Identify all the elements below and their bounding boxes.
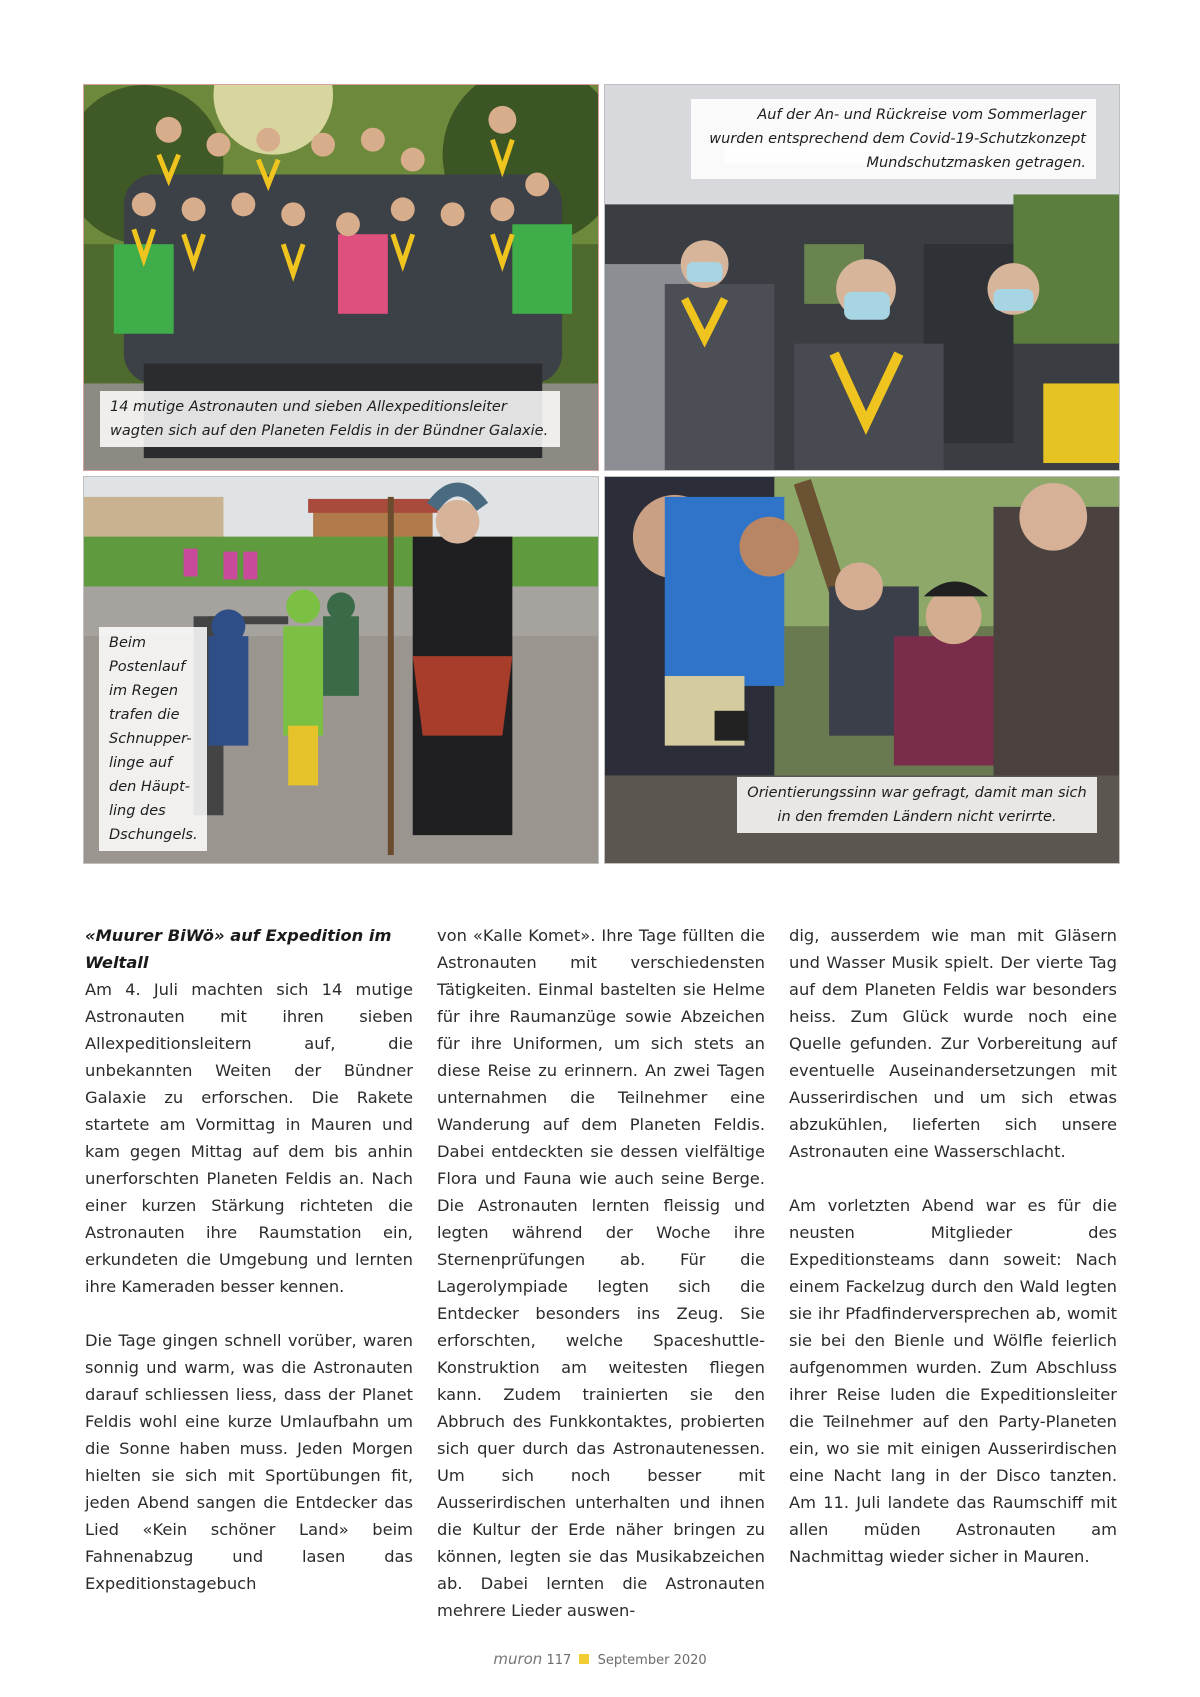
photo-caption: Beim Postenlauf im Regen trafen die Schnupper-linge auf den Häupt-ling des Dschungels. (99, 627, 207, 851)
article-paragraph: Am 4. Juli machten sich 14 mutige Astronauten mit ihren sieben Allexpeditionsleitern auf, die unbekannten Weiten der Bündner Galaxie zu erforschen. Die Rakete startete am Vormittag in Mauren und kam gegen Mittag auf dem bis anhin unerforschten Planeten Feldis an. Nach einer kurzen Stärkung richteten die Astronauten ihre Raumstation ein, erkundeten die Umgebung und lernten ihre Kameraden besser kennen. (85, 980, 413, 1296)
accent-square-icon (579, 1654, 589, 1664)
article-paragraph-part: von «Kalle Komet». Ihre Tage füllten die Astronauten mit verschiedensten Tätigkeiten. Einmal bastelten sie Helme für ihre Raumanzüge sowie Abzeichen für ihre Uniformen, um sich stets an diese Reise zu erinnern. An zwei Tagen unternahmen die Teilnehmer eine Wanderung auf dem Planeten Feldis. Dabei entdeckten sie dessen vielfältige Flora und Fauna wie auch seine Berge. Die Astronauten lernten fleissig und legten während der Woche ihre Sternenprüfungen ab. Für die Lagerolympiade legten sich die Entdecker besonders ins Zeug. Sie erforschten, welche Spaceshuttle-Konstruktion am weitesten fliegen kann. Zudem trainierten sie den Abbruch des Funkkontaktes, probierten sich quer durch das Astronautenessen. Um sich noch besser mit Ausserirdischen unterhalten und ihnen die Kultur der Erde näher bringen zu können, legten sie das Musikabzeichen ab. Dabei lernten die Astronauten mehrere Lieder auswen- (437, 926, 765, 1620)
photo-caption: 14 mutige Astronauten und sieben Allexpeditionsleiter wagten sich auf den Planeten Feldis in der Bündner Galaxie. (100, 391, 560, 447)
article-title: «Muurer BiWö» auf Expedition im Weltall (85, 926, 392, 972)
magazine-name: muron (493, 1650, 543, 1668)
group-photo (83, 84, 599, 471)
article-column-2 (437, 922, 765, 1624)
issue-number: 117 (546, 1653, 572, 1668)
postenlauf-photo (83, 476, 599, 864)
photo-caption: Orientierungssinn war gefragt, damit man sich in den fremden Ländern nicht verirrte. (737, 777, 1097, 833)
page-footer (0, 1650, 1200, 1668)
article-column-3 (789, 922, 1117, 1570)
article-column-1 (85, 922, 413, 1597)
article-paragraph-part: Die Tage gingen schnell vorüber, waren sonnig und warm, was die Astronauten darauf schliessen liess, dass der Planet Feldis wohl eine kurze Umlaufbahn um die Sonne haben muss. Jeden Morgen hielten sie sich mit Sportübungen fit, jeden Abend sangen die Entdecker das Lied «Kein schöner Land» beim Fahnenabzug und lasen das Expeditionstagebuch (85, 1331, 413, 1593)
article-paragraph-part: dig, ausserdem wie man mit Gläsern und Wasser Musik spielt. Der vierte Tag auf dem Planeten Feldis war besonders heiss. Zum Glück wurde noch eine Quelle gefunden. Zur Vorbereitung auf eventuelle Auseinandersetzungen mit Ausserirdischen und um sich etwas abzukühlen, lieferten sich unsere Astronauten eine Wasserschlacht. (789, 926, 1117, 1161)
orientation-photo (604, 476, 1120, 864)
issue-date: September 2020 (597, 1653, 707, 1668)
article-paragraph: Am vorletzten Abend war es für die neusten Mitglieder des Expeditionsteams dann soweit: Nach einem Fackelzug durch den Wald legten sie ihr Pfadfinderversprechen ab, womit sie bei den Bienle und Wölfle feierlich aufgenommen wurden. Zum Abschluss ihrer Reise luden die Expeditionsleiter die Teilnehmer auf den Party-Planeten ein, wo sie mit einigen Ausserirdischen eine Nacht lang in der Disco tanzten. Am 11. Juli landete das Raumschiff mit allen müden Astronauten am Nachmittag wieder sicher in Mauren. (789, 1196, 1117, 1566)
photo-caption: Auf der An- und Rückreise vom Sommerlager wurden entsprechend dem Covid-19-Schutzkonzept Mundschutzmasken getragen. (691, 99, 1096, 179)
bus-photo (604, 84, 1120, 471)
